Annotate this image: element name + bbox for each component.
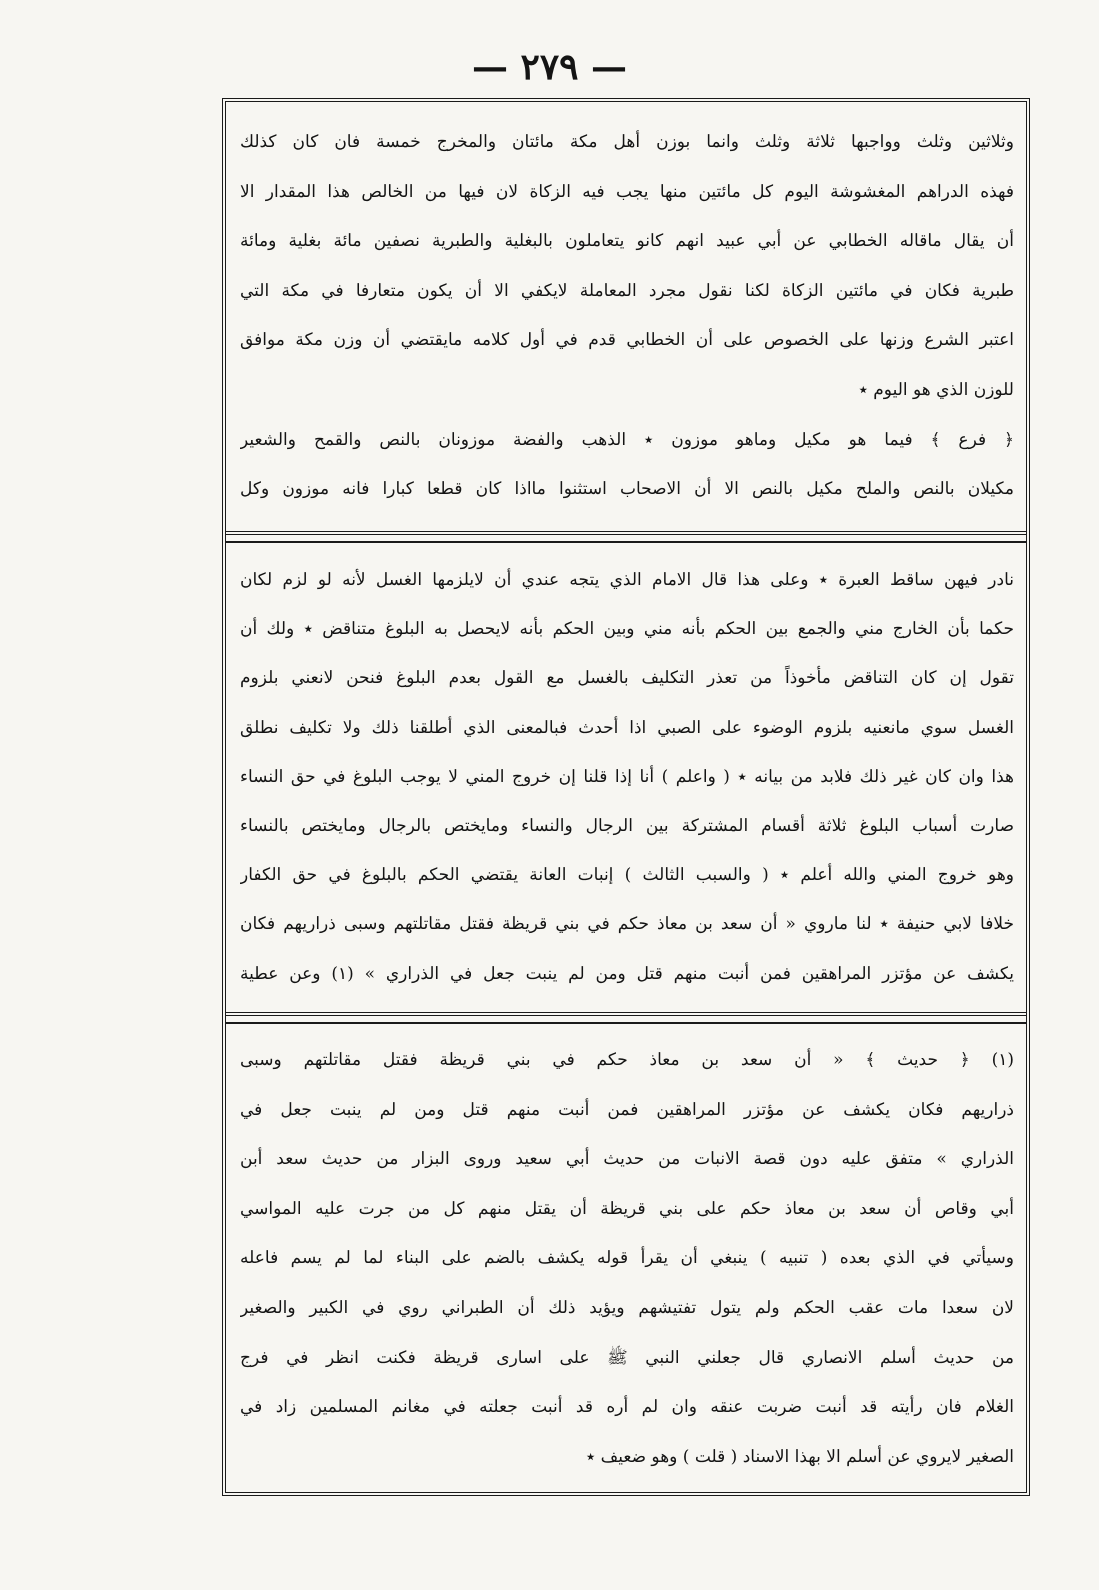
footnote-divider (226, 1012, 1026, 1016)
footnote-line: وسيأتي في الذي بعده ( تنبيه ) ينبغي أن يقرأ قوله يكشف بالضم على البناء لما لم يسم فاعله (240, 1248, 1014, 1269)
text-line: هذا وان كان غير ذلك فلابد من بيانه ٭ ( واعلم ) أنا إذا قلنا إن خروج المني لا يوجب البلوغ في حق النساء (240, 766, 1014, 787)
text-line: وثلاثين وثلث وواجبها ثلاثة وثلث وانما بوزن أهل مكة مائتان والمخرج خمسة فان كان كذلك (240, 132, 1014, 152)
footnote-line: الغلام فان رأيته قد أنبت ضربت عنقه وان لم أره قد أنبت جعلته في مغانم المسلمين زاد في (240, 1397, 1014, 1418)
text-line: مكيلان بالنص والملح مكيل بالنص الا أن الاصحاب استثنوا مااذا كان قطعا كبارا فانه موزون وكل (240, 479, 1014, 500)
footnote-line: الذراري » متفق عليه دون قصة الانبات من حديث أبي سعيد وروى البزار من حديث سعد أبن (240, 1149, 1014, 1170)
footnote-line: من حديث أسلم الانصاري قال جعلني النبي ﷺ على اسارى قريظة فكنت انظر في فرج (240, 1347, 1014, 1368)
text-line: فهذه الدراهم المغشوشة اليوم كل مائتين منها يجب فيه الزكاة لان فيها من الخالص هذا المقدار الا (240, 181, 1014, 202)
footnote-line: (١) ﴿ حديث ﴾ « أن سعد بن معاذ حكم في بني قريظة فقتل مقاتلتهم وسبى (240, 1050, 1014, 1070)
page-number: — ٢٧٩ — (471, 46, 628, 88)
text-line: خلافا لابي حنيفة ٭ لنا ماروي « أن سعد بن معاذ حكم في بني قريظة فقتل مقاتلتهم وسبى ذراريهم فكان (240, 914, 1014, 935)
footnote-line: لان سعدا مات عقب الحكم ولم يتول تفتيشهم ويؤيد ذلك أن الطبراني روي في الكبير والصغير (240, 1297, 1014, 1318)
main-text-upper (232, 118, 1022, 523)
section-divider (226, 541, 1026, 543)
text-line: اعتبر الشرع وزنها على الخصوص على أن الخطابي قدم في أول كلامه مايقتضي أن وزن مكة موافق (240, 330, 1014, 351)
main-text-lower (232, 556, 1022, 1006)
text-line: وهو خروج المني والله أعلم ٭ ( والسبب الثالث ) إنبات العانة يقتضي الحكم بالبلوغ في حق الكفار (240, 865, 1014, 886)
text-line: تقول إن كان التناقض مأخوذاً من تعذر التكليف بالغسل مع القول بعدم البلوغ فنحن لانعني بلزوم (240, 668, 1014, 689)
footnote-line: الصغير لايروي عن أسلم الا بهذا الاسناد ( قلت ) وهو ضعيف ٭ (586, 1446, 1014, 1467)
text-line: يكشف عن مؤتزر المراهقين فمن أنبت منهم قتل ومن لم ينبت جعل في الذراري » (١) وعن عطية (240, 963, 1014, 984)
footnote-divider (226, 1022, 1026, 1024)
text-line: طبرية فكان في مائتين الزكاة لكنا نقول مجرد المعاملة لايكفي الا أن يكون متعارفا في مكة التي (240, 280, 1014, 301)
text-line: للوزن الذي هو اليوم ٭ (858, 379, 1014, 400)
footnote-text (232, 1036, 1022, 1481)
text-line: حكما بأن الخارج مني والجمع بين الحكم بأنه مني وبين الحكم بأنه لايحصل به البلوغ متناقض ٭ ولك أن (240, 619, 1014, 640)
section-divider (226, 531, 1026, 535)
text-line: نادر فيهن ساقط العبرة ٭ وعلى هذا قال الامام الذي يتجه عندي أن لايلزمها الغسل لأنه لو لزم لكان (240, 570, 1014, 590)
text-line: الغسل سوي مانعنيه بلزوم الوضوء على الصبي اذا أحدث فبالمعنى الذي أطلقنا ذلك ولا تكليف نطلق (240, 717, 1014, 738)
text-line: صارت أسباب البلوغ ثلاثة أقسام المشتركة بين الرجال والنساء ومايختص بالرجال ومايختص بالنساء (240, 816, 1014, 837)
footnote-line: ذراريهم فكان يكشف عن مؤتزر المراهقين فمن أنبت منهم قتل ومن لم ينبت جعل في (240, 1099, 1014, 1120)
text-line: أن يقال ماقاله الخطابي عن أبي عبيد انهم كانو يتعاملون بالبغلية والطبرية نصفين مائة بغلية ومائة (240, 231, 1014, 252)
footnote-line: أبي وقاص أن سعد بن معاذ حكم على بني قريظة أن يقتل منهم كل من جرت عليه المواسي (240, 1198, 1014, 1219)
text-line: ﴿ فرع ﴾ فيما هو مكيل وماهو موزون ٭ الذهب والفضة موزونان بالنص والقمح والشعير (240, 429, 1014, 450)
